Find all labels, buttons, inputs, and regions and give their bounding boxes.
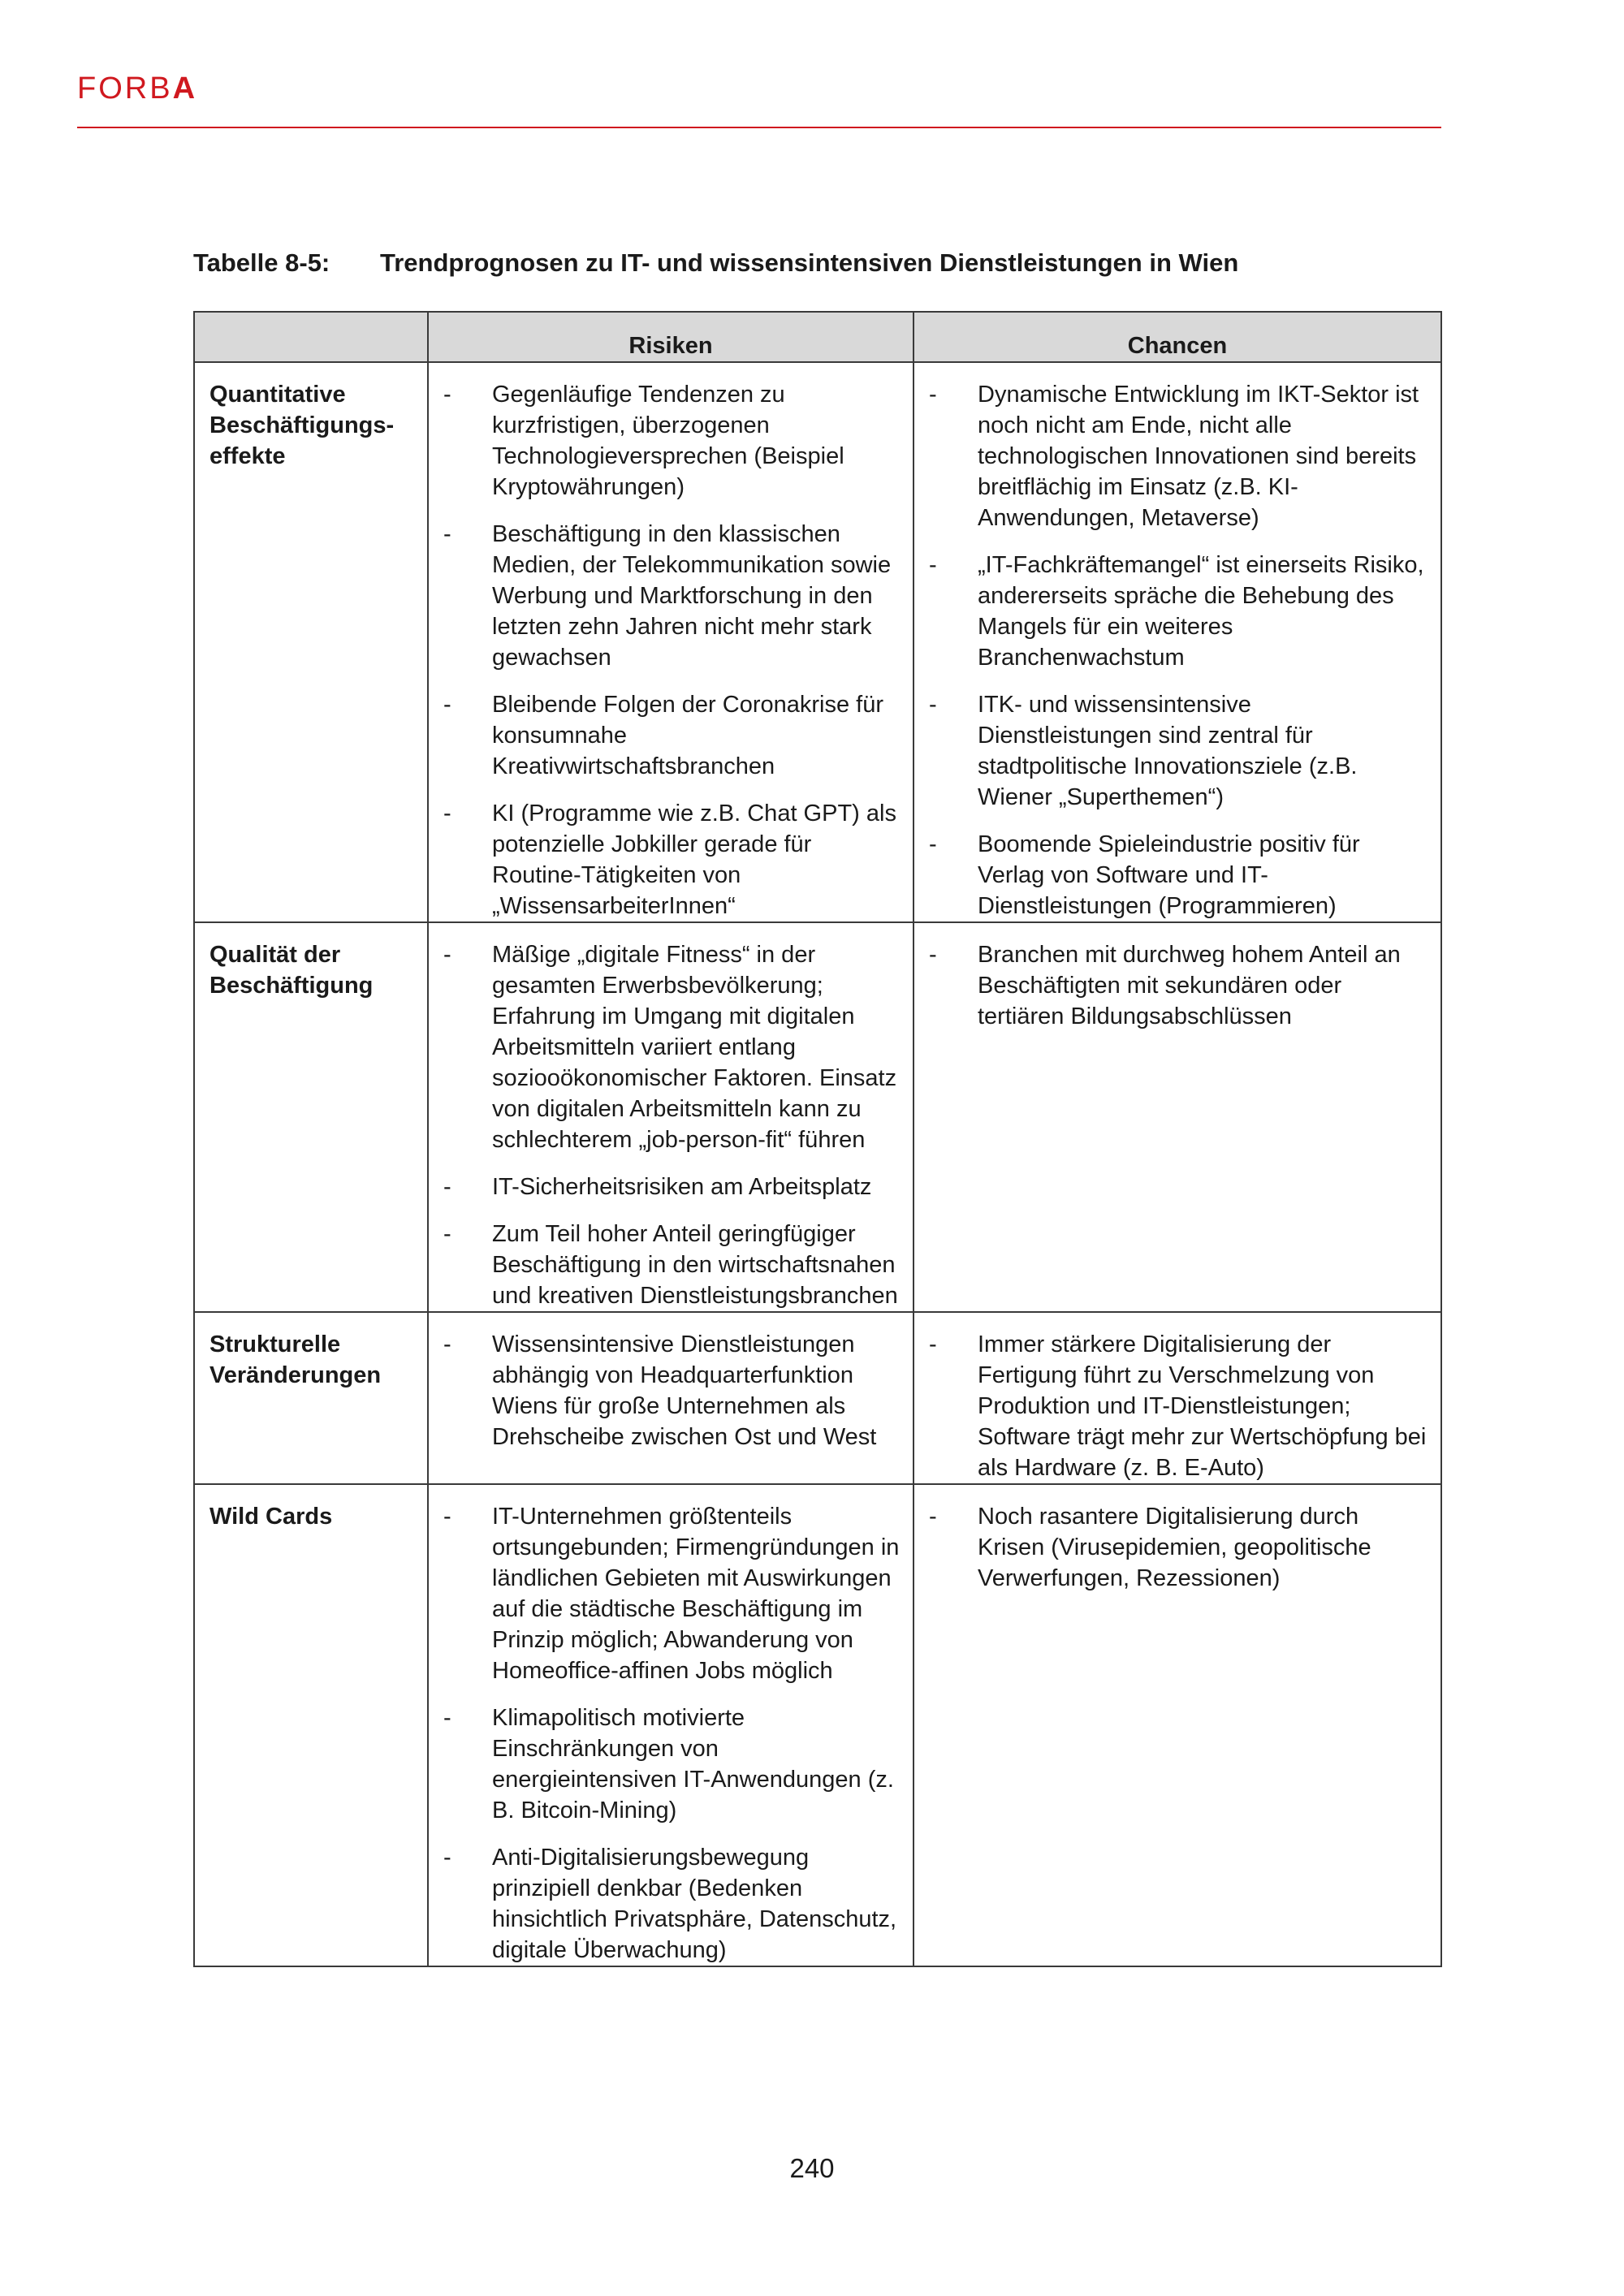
risiken-cell bbox=[428, 1312, 914, 1484]
row-label: Strukturelle Veränderungen bbox=[194, 1312, 428, 1484]
list-item: - Bleibende Folgen der Coronakrise für konsumnahe Kreativwirtschaftsbranchen bbox=[429, 689, 901, 782]
page-number: 240 bbox=[789, 2153, 835, 2183]
chancen-cell bbox=[914, 1312, 1441, 1484]
trend-table bbox=[193, 311, 1442, 1967]
list-item: - Immer stärkere Digitalisierung der Fertigung führt zu Verschmelzung von Produktion und IT-Dienstleistungen; Software trägt mehr zur Wertschöpfung bei als Hardware (z. B. E-Auto) bbox=[914, 1329, 1429, 1483]
risiken-cell bbox=[428, 362, 914, 922]
header-chancen: Chancen bbox=[914, 312, 1441, 362]
caption-title: Trendprognosen zu IT- und wissensintensiven Dienstleistungen in Wien bbox=[380, 248, 1239, 277]
header-risiken: Risiken bbox=[428, 312, 914, 362]
chancen-cell bbox=[914, 1484, 1441, 1966]
forba-logo: FORBA bbox=[77, 71, 198, 106]
list-item: - ITK- und wissensintensive Dienstleistungen sind zentral für stadtpolitische Innovationsziele (z.B. Wiener „Superthemen“) bbox=[914, 689, 1429, 813]
list-item: - Anti-Digitalisierungsbewegung prinzipiell denkbar (Bedenken hinsichtlich Privatsphäre, Datenschutz, digitale Überwachung) bbox=[429, 1842, 901, 1966]
risiken-cell bbox=[428, 1484, 914, 1966]
list-item: - Klimapolitisch motivierte Einschränkungen von energieintensiven IT-Anwendungen (z. B. Bitcoin-Mining) bbox=[429, 1703, 901, 1826]
list-item: - Mäßige „digitale Fitness“ in der gesamten Erwerbsbevölkerung; Erfahrung im Umgang mit digitalen Arbeitsmitteln variiert entlang soziooökonomischer Faktoren. Einsatz von digitalen Arbeitsmitteln kann zu schlechterem „job-person-fit“ führen bbox=[429, 939, 901, 1155]
list-item: - Zum Teil hoher Anteil geringfügiger Beschäftigung in den wirtschaftsnahen und kreativen Dienstleistungsbranchen bbox=[429, 1219, 901, 1311]
table-caption bbox=[193, 248, 1444, 278]
list-item: - Beschäftigung in den klassischen Medien, der Telekommunikation sowie Werbung und Marktforschung in den letzten zehn Jahren nicht mehr stark gewachsen bbox=[429, 519, 901, 673]
list-item: - „IT-Fachkräftemangel“ ist einerseits Risiko, andererseits spräche die Behebung des Mangels für ein weiteres Branchenwachstum bbox=[914, 550, 1429, 673]
row-label: Qualität der Beschäftigung bbox=[194, 922, 428, 1312]
table-row bbox=[194, 362, 1441, 922]
table-header-row bbox=[194, 312, 1441, 362]
chancen-cell bbox=[914, 362, 1441, 922]
table-row bbox=[194, 922, 1441, 1312]
caption-number: Tabelle 8-5: bbox=[193, 248, 330, 277]
chancen-list bbox=[914, 939, 1429, 1032]
chancen-cell bbox=[914, 922, 1441, 1312]
list-item: - IT-Unternehmen größtenteils ortsungebunden; Firmengründungen in ländlichen Gebieten mit Auswirkungen auf die städtische Beschäftigung im Prinzip möglich; Abwanderung von Homeoffice-affinen Jobs möglich bbox=[429, 1501, 901, 1686]
risiken-list bbox=[429, 379, 901, 921]
list-item: - Gegenläufige Tendenzen zu kurzfristigen, überzogenen Technologieversprechen (Beispiel Kryptowährungen) bbox=[429, 379, 901, 503]
list-item: - IT-Sicherheitsrisiken am Arbeitsplatz bbox=[429, 1172, 901, 1202]
list-item: - Wissensintensive Dienstleistungen abhängig von Headquarterfunktion Wiens für große Unternehmen als Drehscheibe zwischen Ost und West bbox=[429, 1329, 901, 1452]
list-item: - Dynamische Entwicklung im IKT-Sektor ist noch nicht am Ende, nicht alle technologischen Innovationen sind bereits breitflächig im Einsatz (z.B. KI-Anwendungen, Metaverse) bbox=[914, 379, 1429, 533]
header-empty bbox=[194, 312, 428, 362]
chancen-list bbox=[914, 1329, 1429, 1483]
table-row bbox=[194, 1484, 1441, 1966]
chancen-list bbox=[914, 379, 1429, 921]
row-label: Quantitative Beschäftigungs-effekte bbox=[194, 362, 428, 922]
risiken-list bbox=[429, 939, 901, 1311]
header-rule bbox=[77, 127, 1441, 128]
list-item: - Branchen mit durchweg hohem Anteil an Beschäftigten mit sekundären oder tertiären Bildungsabschlüssen bbox=[914, 939, 1429, 1032]
list-item: - Noch rasantere Digitalisierung durch Krisen (Virusepidemien, geopolitische Verwerfungen, Rezessionen) bbox=[914, 1501, 1429, 1594]
risiken-cell bbox=[428, 922, 914, 1312]
list-item: - KI (Programme wie z.B. Chat GPT) als potenzielle Jobkiller gerade für Routine-Tätigkeiten von „WissensarbeiterInnen“ bbox=[429, 798, 901, 921]
list-item: - Boomende Spieleindustrie positiv für Verlag von Software und IT-Dienstleistungen (Programmieren) bbox=[914, 829, 1429, 921]
risiken-list bbox=[429, 1501, 901, 1966]
table-row bbox=[194, 1312, 1441, 1484]
risiken-list bbox=[429, 1329, 901, 1452]
row-label: Wild Cards bbox=[194, 1484, 428, 1966]
chancen-list bbox=[914, 1501, 1429, 1594]
